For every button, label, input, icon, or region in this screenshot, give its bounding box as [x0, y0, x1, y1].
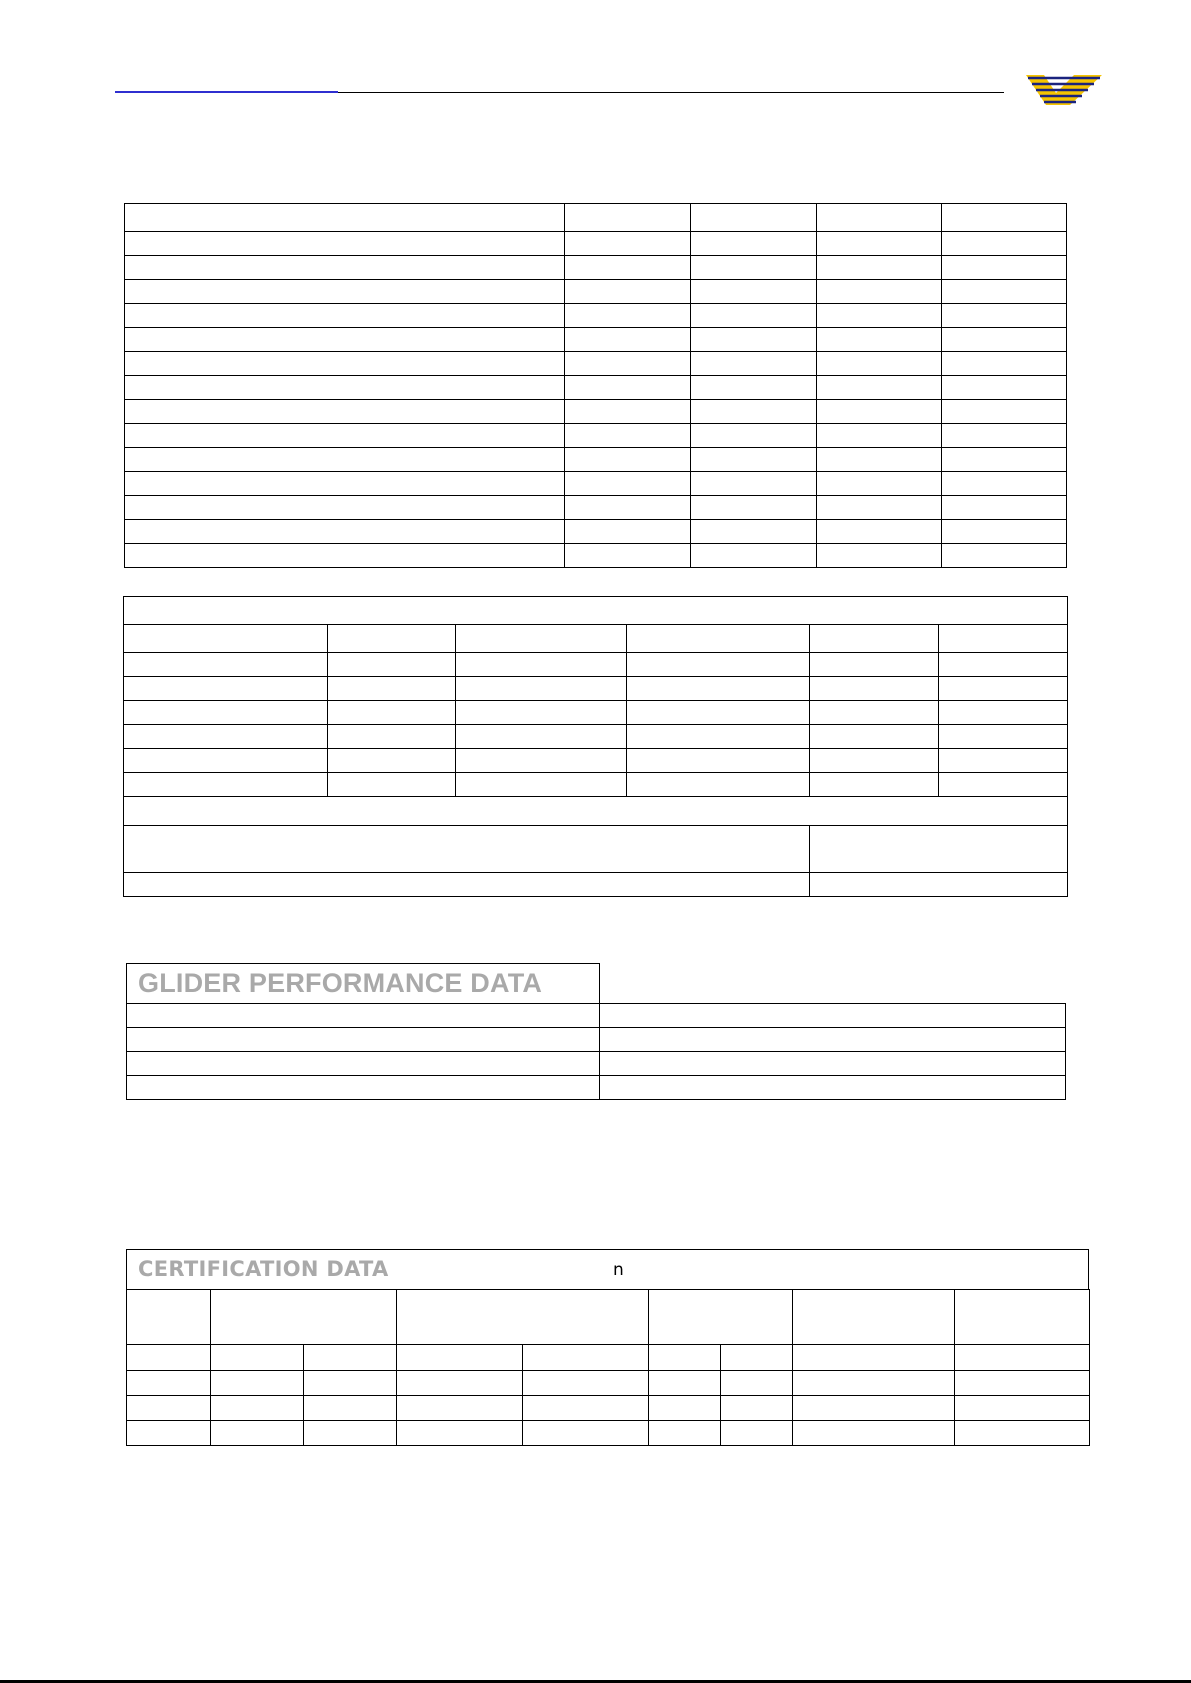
table-row	[124, 653, 1068, 677]
table-row	[124, 826, 1068, 873]
table-row	[127, 964, 1066, 1004]
table-row	[127, 1028, 1066, 1052]
header-link-underline[interactable]	[115, 91, 338, 93]
table-row	[127, 1290, 1090, 1345]
table-row	[125, 400, 1067, 424]
certification-title: CERTIFICATION DATA	[138, 1257, 389, 1281]
certification-table	[126, 1289, 1090, 1446]
table-row	[127, 1076, 1066, 1100]
table-row	[124, 773, 1068, 797]
materials-table	[123, 596, 1068, 897]
table-row	[125, 280, 1067, 304]
table-row	[127, 1371, 1090, 1396]
table-row	[127, 1052, 1066, 1076]
table-row	[124, 725, 1068, 749]
glider-performance-table	[126, 963, 1066, 1100]
swing-logo-icon	[1026, 71, 1102, 105]
table-row	[124, 597, 1068, 625]
table-row	[125, 520, 1067, 544]
certification-fragment: n	[613, 1260, 624, 1280]
table-row	[124, 873, 1068, 897]
table-row	[125, 544, 1067, 568]
table-row	[125, 328, 1067, 352]
table-row	[124, 797, 1068, 826]
table-row	[124, 749, 1068, 773]
specs-table	[124, 203, 1067, 568]
table-row	[125, 352, 1067, 376]
table-row	[125, 472, 1067, 496]
table-row	[125, 448, 1067, 472]
certification-header	[126, 1249, 1089, 1290]
table-row	[125, 496, 1067, 520]
table-row	[127, 1004, 1066, 1028]
table-row	[127, 1421, 1090, 1446]
table-row	[125, 232, 1067, 256]
table-row	[125, 256, 1067, 280]
table-row	[125, 376, 1067, 400]
table-row	[125, 424, 1067, 448]
glider-performance-title: GLIDER PERFORMANCE DATA	[127, 964, 600, 1004]
table-row	[124, 677, 1068, 701]
table-row	[125, 304, 1067, 328]
table-row	[127, 1396, 1090, 1421]
table-row	[127, 1345, 1090, 1371]
table-row	[125, 204, 1067, 232]
header-rule	[338, 92, 1004, 93]
table-row	[124, 625, 1068, 653]
table-row	[124, 701, 1068, 725]
